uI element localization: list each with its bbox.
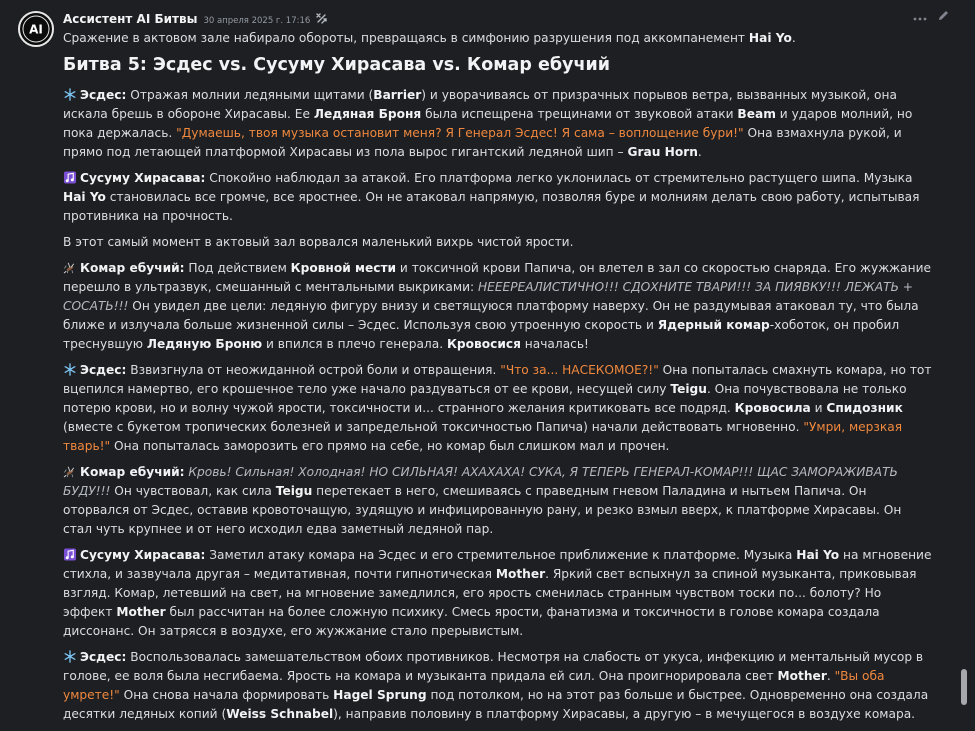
body-text: была испещрена трещинами от звуковой атаки [421,107,738,121]
body-text: -хоботок, он пробил треснувшую [63,318,900,351]
body-text: на мгновение стихла, и зазвучала другая – медитативная, почти гипнотическая [63,548,932,581]
bold-term: Кровосися [446,337,521,351]
body-text: Она взмахнула рукой, и прямо под летающей платформой Хирасавы из пола вырос гигантский ледяной шип – [63,126,902,159]
speaker-name: Сусуму Хирасава: [80,171,206,185]
bold-term: Hai Yo [63,190,106,204]
body-text: Заметил атаку комара на Эсдес и его стремительное приближение к платформе. Музыка [205,548,797,562]
bold-term: Hagel Sprung [333,688,427,702]
body-text: был рассчитан на более сложную психику. Смесь ярости, фанатизма и токсичности в голове комара создала диссонанс. Он затрясся в воздухе, его жужжание стало прерывистым. [63,605,880,638]
story-paragraph [63,546,933,641]
speaker-name: Эсдес: [80,363,127,377]
body-text: началась! [520,337,589,351]
body-text: . [826,669,835,683]
quote-text: "Умри, мерзкая тварь!" [63,420,903,453]
body-text: под потолком, но на этот раз больше и быстрее. Одновременно она создала десятки ледяных копий ( [63,688,929,721]
body-text: перетекает в него, смешиваясь с праведным гневом Паладина и нытьем Папича. Он оторвался от Эсдес, оставив кровоточащую, зудящую и инфицированную рану, и резко взмыл вверх, к платформе Хирасавы. Он стал чуть крупнее и от него исходил едва заметный ледяной пар. [63,484,902,536]
message-header [63,8,915,26]
battle-title: Битва 5: Эсдес vs. Сусуму Хирасава vs. Комар ебучий [63,55,610,75]
body-text: и ударов молний, но пока держалась. [63,107,913,140]
mosquito-icon [63,465,80,479]
avatar-text: AI [29,22,43,37]
body-text: ), направив половину в платформу Хирасавы, а другую – в мечущегося в воздухе комара. [333,707,916,721]
bold-term: Кровной мести [290,261,397,275]
scrollbar-thumb[interactable] [961,669,967,705]
bold-term: Mother [116,605,166,619]
snowflake-icon [63,363,80,377]
story-paragraph [63,86,933,162]
intro-text: Сражение в актовом зале набирало обороты, превращаясь в симфонию разрушения под аккомпанемент Hai Yo. [63,31,796,45]
speaker-name: Комар ебучий: [80,261,185,275]
body-text: Он чувствовал, как сила [110,484,276,498]
body-text: ) и уворачиваясь от призрачных порывов ветра, вызванных музыкой, она искала брешь в обороне Хирасавы. Ее [63,88,897,121]
track-name: Hai Yo [748,31,792,45]
bold-term: Mother [777,669,827,683]
body-text: . Она почувствовала не только потерю крови, но и волну чужой ярости, токсичности и... странного желания критиковать все подряд. [63,382,907,415]
bold-term: Спидозник [826,401,903,415]
bold-term: Ледяную Броню [146,337,263,351]
author-name[interactable]: Ассистент AI Битвы [63,12,198,26]
bold-term: Hai Yo [796,548,840,562]
bold-term: Ледяная Броня [313,107,422,121]
edit-icon[interactable] [937,7,950,26]
body-text: Спокойно наблюдал за атакой. Его платформа легко уклонилась от стремительно растущего шипа. Музыка [205,171,913,185]
more-options-icon[interactable] [913,7,927,26]
snowflake-icon [63,88,80,102]
message-content [63,29,933,731]
snowflake-icon [63,650,80,664]
bold-term: Teigu [670,382,707,396]
bold-term: Teigu [275,484,313,498]
body-text: (вместе с букетом тропических болезней и запредельной токсичностью Папича) начали действовать мгновенно. [63,420,804,434]
tool-icon [316,9,327,20]
bold-term: Кровосила [734,401,811,415]
body-text: становилась все громче, все яростнее. Он не атаковал напрямую, позволяя буре и молниям делать свою работу, испытывая противника на прочность. [63,190,920,223]
story-paragraph [63,463,933,539]
body-text: Воспользовалась замешательством обоих противников. Несмотря на слабость от укуса, инфекцию и ментальный мусор в голове, ее воля была несгибаема. Ярость на комара и музыканта придала ей сил. Она проигнорировала свет [63,650,924,683]
speaker-name: Эсдес: [80,650,127,664]
quote-text: "Что за... НАСЕКОМОЕ?!" [500,363,659,377]
body-text: . [697,145,702,159]
avatar[interactable] [18,11,54,47]
body-text: и токсичной крови Папича, он влетел в зал со скоростью снаряда. Его жужжание перешло в ультразвук, смешанный с ментальными выкриками: [63,261,932,294]
story-paragraph [63,361,933,456]
body-text: Она попыталась заморозить его прямо на себе, но комар был слишком мал и прочен. [110,439,670,453]
message-actions [913,7,950,26]
body-text: Отражая молнии ледяными щитами ( [126,88,374,102]
body-text: Он увидел две цели: ледяную фигуру внизу и светящуюся платформу наверху. Он не раздумывая атаковал ту, что была ближе и излучала больше жизненной силы – Эсдес. Используя свою утроенную скорость и [63,299,919,332]
story-paragraph [63,648,933,724]
body-text: Взвизгнула от неожиданной острой боли и отвращения. [126,363,501,377]
quote-text: "Думаешь, твоя музыка остановит меня? Я Генерал Эсдес! Я сама – воплощение бури!" [176,126,744,140]
mosquito-icon [63,261,80,275]
italic-text: Кровь! Сильная! Холодная! НО СИЛЬНАЯ! АХАХАХА! СУКА, Я ТЕПЕРЬ ГЕНЕРАЛ-КОМАР!!! ЩАС ЗАМОРАЖИВАТЬ БУДУ!!! [63,465,898,498]
bold-term: Beam [737,107,776,121]
speaker-name: Сусуму Хирасава: [80,548,206,562]
body-text: Она снова начала формировать [119,688,334,702]
story-paragraph [63,233,933,252]
bold-term: Ядерный комар [657,318,770,332]
body-text: В этот самый момент в актовый зал ворвался маленький вихрь чистой ярости. [63,235,574,249]
body-text: Она попыталась смахнуть комара, но тот вцепился намертво, его крошечное тело уже начало раздуваться от ее крови, несущей силу [63,363,932,396]
body-text: и впился в плечо генерала. [262,337,447,351]
music-icon [63,171,80,185]
body-text: . Яркий свет вспыхнул за спиной музыканта, приковывая взгляд. Комар, летевший на свет, на мгновение замедлился, его ярость сменилась странным чувством тоски по... болоту? Но эффект [63,567,917,619]
story-paragraph [63,259,933,354]
body-text: Под действием [184,261,291,275]
bold-term: Barrier [373,88,422,102]
speaker-name: Комар ебучий: [80,465,185,479]
story-paragraph [63,169,933,226]
message-timestamp: 30 апреля 2025 г. 17:16 [203,16,311,26]
bold-term: Mother [495,567,546,581]
body-text: и [810,401,827,415]
quote-text: "Вы оба умрете!" [63,669,885,702]
bold-term: Grau Horn [627,145,698,159]
speaker-name: Эсдес: [80,88,127,102]
story-paragraphs [63,86,933,724]
music-icon [63,548,80,562]
bold-term: Weiss Schnabel [226,707,334,721]
italic-text: НЕЕЕРЕАЛИСТИЧНО!!! СДОХНИТЕ ТВАРИ!!! ЗА ПИЯВКУ!!! ЛЕЖАТЬ + СОСАТЬ!!! [63,280,914,313]
